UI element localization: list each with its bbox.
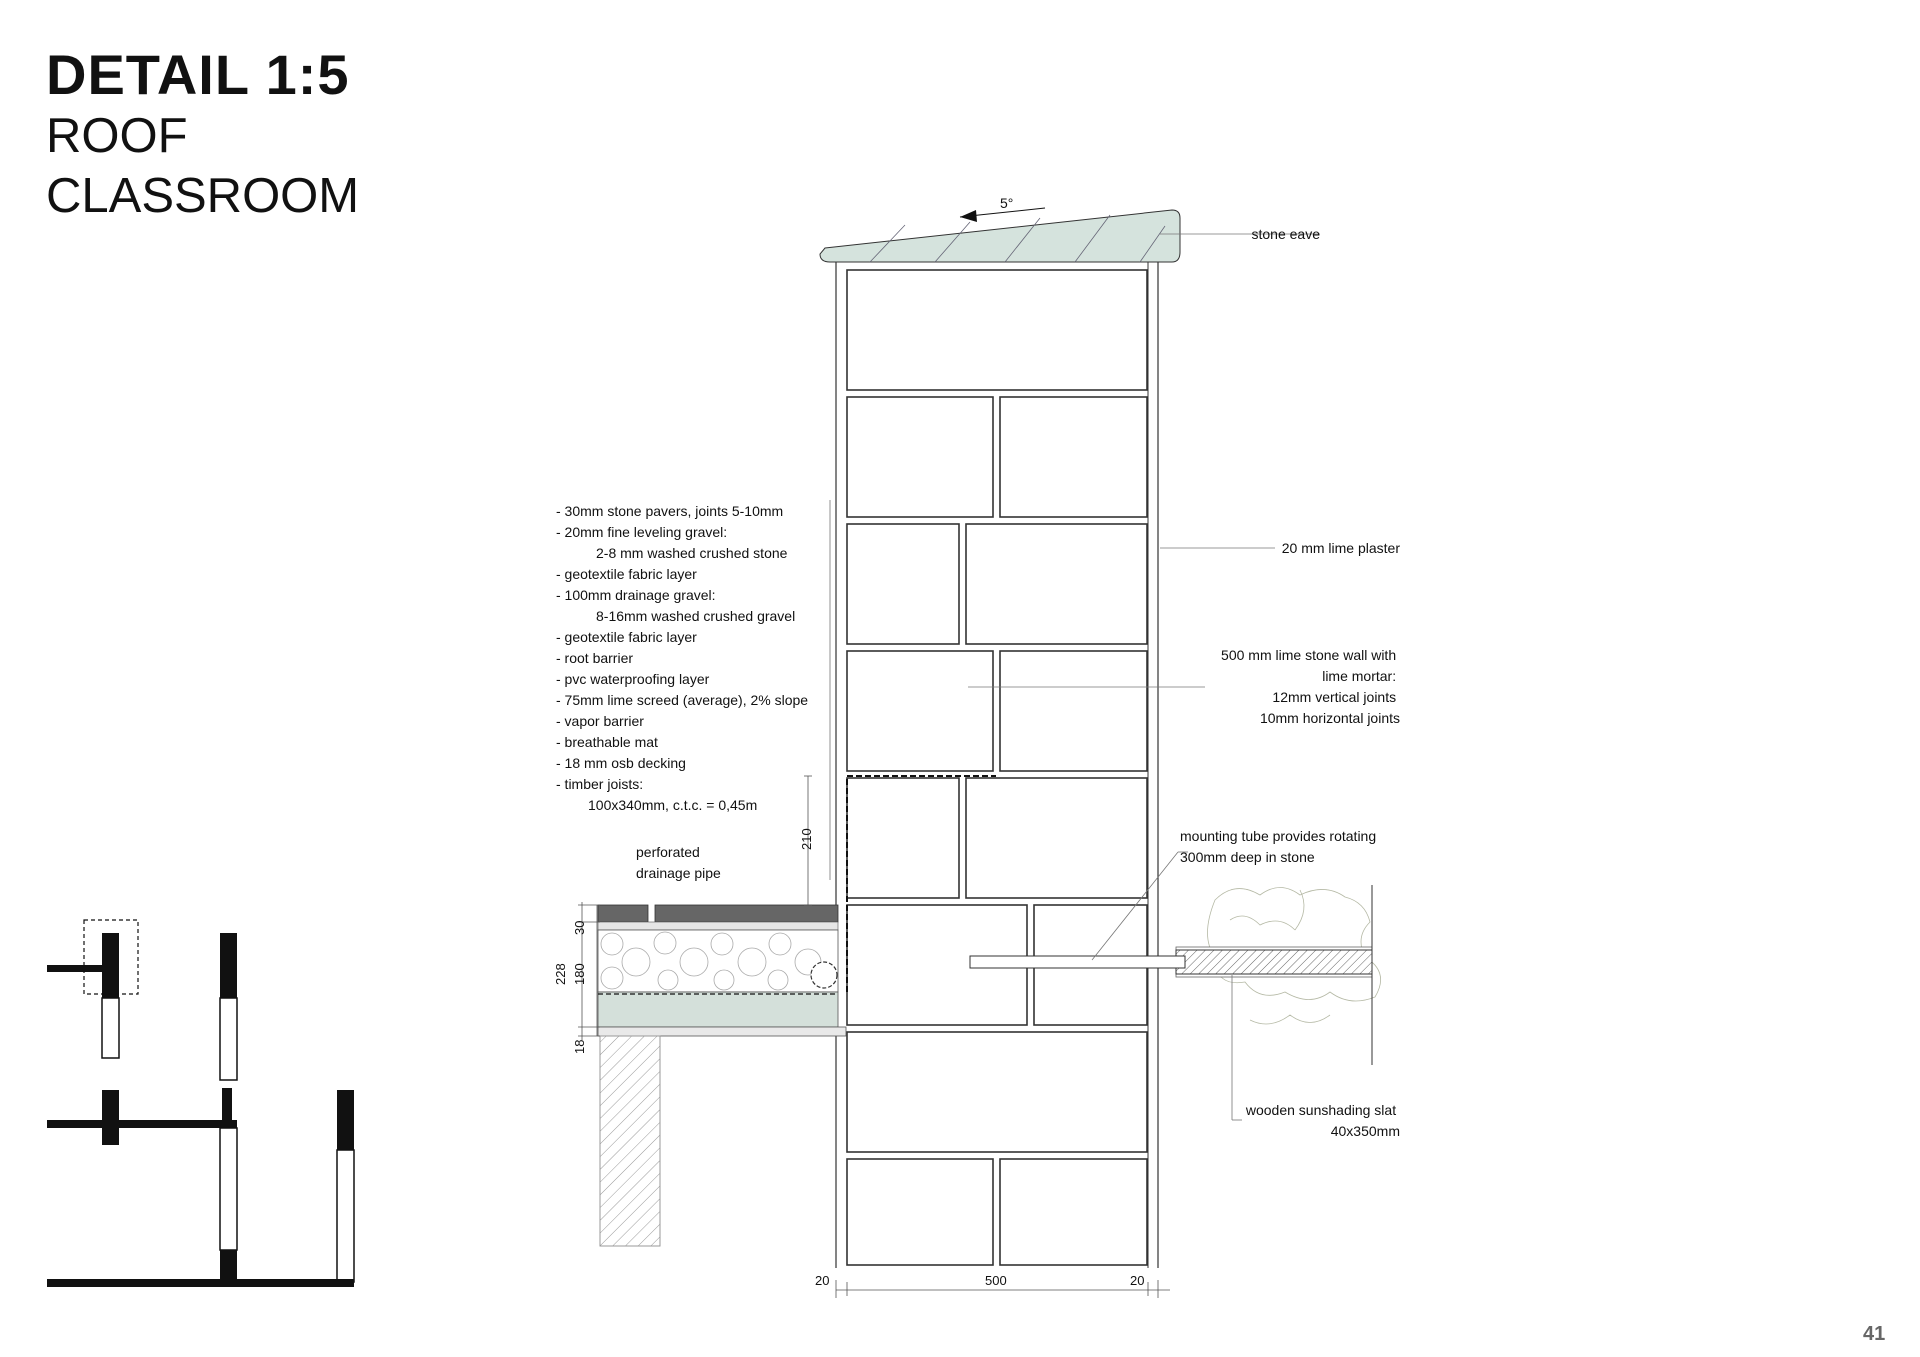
timber-joist (600, 1036, 660, 1246)
stone-block (847, 1032, 1147, 1152)
buildup-item: - timber joists: (556, 776, 644, 792)
dim-upstand: 210 (799, 828, 814, 850)
buildup-item: 8-16mm washed crushed gravel (596, 608, 796, 624)
dim-plaster-left: 20 (815, 1273, 830, 1288)
stone-block (847, 651, 993, 771)
stone-block (966, 524, 1147, 644)
buildup-item: - 75mm lime screed (average), 2% slope (556, 692, 809, 708)
stone-eave (820, 210, 1180, 262)
leveling-gravel (598, 922, 838, 930)
label-wall (1221, 647, 1400, 726)
label-mounting-line: mounting tube provides rotating (1180, 828, 1377, 844)
stone-block (1000, 651, 1147, 771)
label-sunshading-line: wooden sunshading slat (1245, 1102, 1397, 1118)
title-line-classroom: CLASSROOM (46, 169, 360, 223)
label-drainage-line: drainage pipe (636, 865, 721, 881)
stone-block (847, 778, 959, 898)
stone-paver (598, 905, 648, 922)
label-mounting-line: 300mm deep in stone (1180, 849, 1315, 865)
title-line-roof: ROOF (46, 109, 188, 163)
dim-decking: 18 (572, 1039, 587, 1054)
buildup-item: - root barrier (556, 650, 634, 666)
page-number: 41 (1863, 1323, 1886, 1345)
mounting-tube (970, 956, 1185, 968)
stone-block (847, 1159, 993, 1265)
dim-gravel: 180 (572, 963, 587, 985)
buildup-item: - 18 mm osb decking (556, 755, 686, 771)
stone-block (1000, 397, 1147, 517)
label-wall-line: 12mm vertical joints (1272, 689, 1397, 705)
slope-arrowhead (960, 210, 977, 222)
label-wall-line: 500 mm lime stone wall with (1221, 647, 1397, 663)
label-drainage-pipe (636, 844, 721, 881)
osb-decking (598, 1027, 846, 1036)
stone-block (847, 524, 959, 644)
dim-total: 228 (553, 963, 568, 985)
buildup-item: - breathable mat (556, 734, 658, 750)
drainage-gravel (598, 930, 838, 992)
dim-wall: 500 (985, 1273, 1007, 1288)
buildup-item: - geotextile fabric layer (556, 566, 697, 582)
slope-label: 5° (1000, 195, 1014, 211)
label-wall-line: lime mortar: (1322, 668, 1397, 684)
buildup-item: - geotextile fabric layer (556, 629, 697, 645)
label-lime-plaster: 20 mm lime plaster (1281, 540, 1400, 556)
label-sunshading-slat (1245, 1102, 1400, 1139)
label-drainage-line: perforated (636, 844, 700, 860)
stone-paver (655, 905, 838, 922)
buildup-item: - 100mm drainage gravel: (556, 587, 716, 603)
buildup-item: - 30mm stone pavers, joints 5-10mm (556, 503, 784, 519)
sunshading-slat (1176, 950, 1372, 974)
dim-plaster-right: 20 (1130, 1273, 1145, 1288)
lime-screed (598, 992, 838, 1027)
buildup-item: 100x340mm, c.t.c. = 0,45m (588, 797, 758, 813)
key-plan (47, 920, 354, 1287)
title-detail-scale: DETAIL 1:5 (46, 43, 350, 106)
roof-buildup-list (556, 503, 812, 813)
drainage-pipe (811, 962, 837, 988)
label-wall-line: 10mm horizontal joints (1259, 710, 1400, 726)
label-mounting-tube (1180, 828, 1380, 865)
stone-block (847, 397, 993, 517)
buildup-item: - 20mm fine leveling gravel: (556, 524, 728, 540)
stone-block (1000, 1159, 1147, 1265)
buildup-item: 2-8 mm washed crushed stone (596, 545, 788, 561)
label-sunshading-line: 40x350mm (1330, 1123, 1400, 1139)
dim-pavers: 30 (572, 920, 587, 935)
buildup-item: - vapor barrier (556, 713, 644, 729)
stone-block (966, 778, 1147, 898)
label-stone-eave: stone eave (1251, 226, 1320, 242)
lime-stone-wall (836, 262, 1158, 1268)
stone-block (847, 270, 1147, 390)
buildup-item: - pvc waterproofing layer (556, 671, 710, 687)
